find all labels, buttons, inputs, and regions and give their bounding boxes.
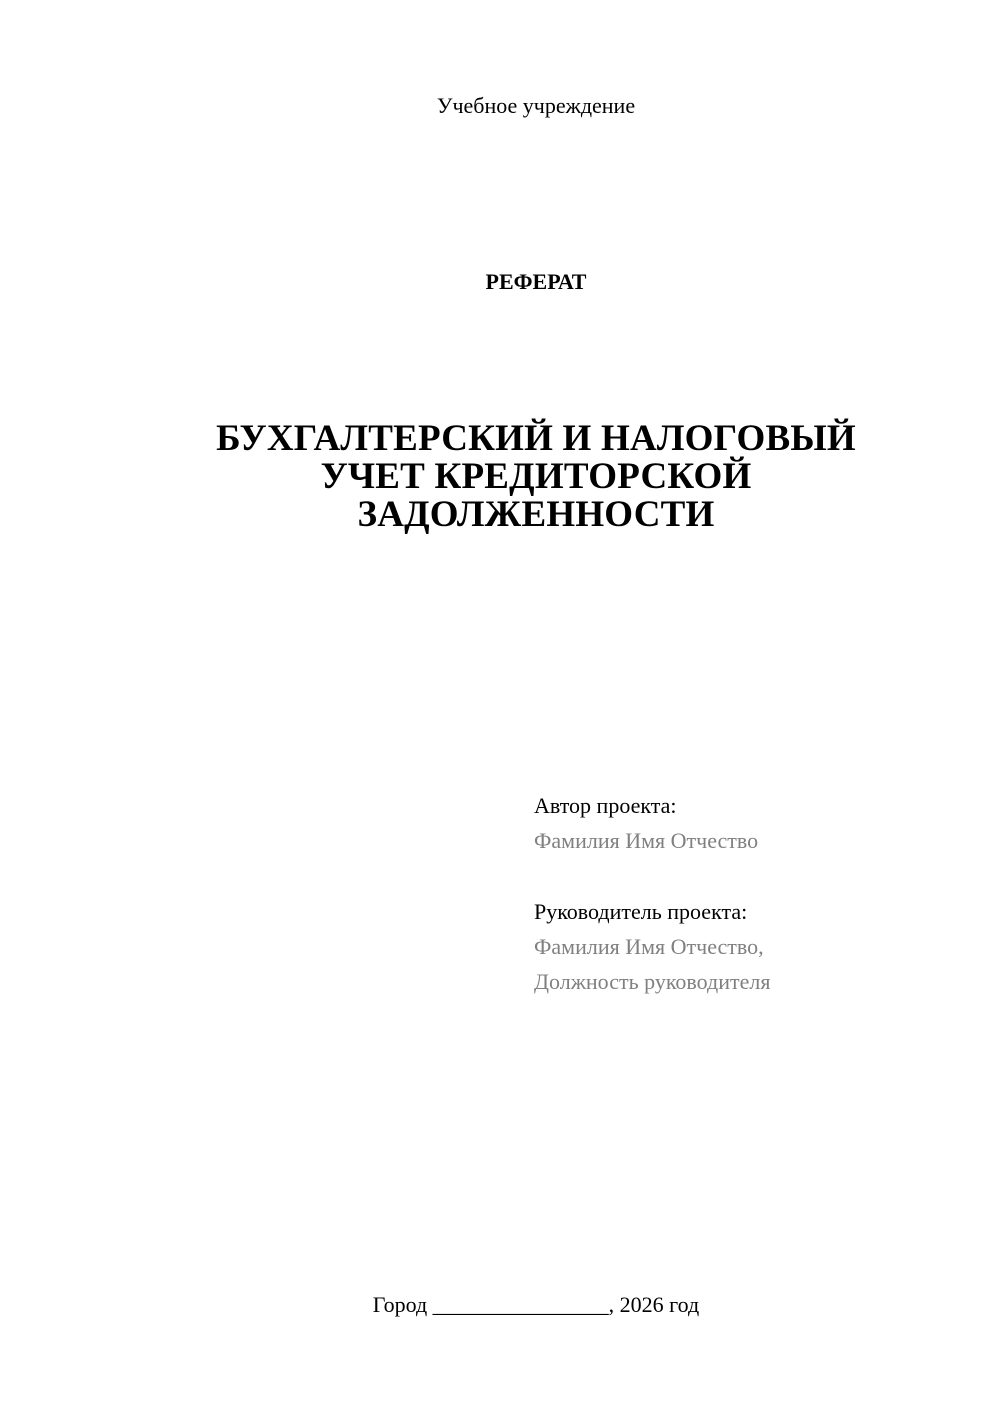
- institution-name: Учебное учреждение: [436, 93, 636, 118]
- city-label: Город: [372, 1292, 428, 1317]
- document-type: РЕФЕРАТ: [485, 269, 587, 294]
- city-year-line: [0, 1291, 1000, 1319]
- supervisor-label: Руководитель проекта:: [534, 899, 748, 924]
- city-blank: ________________: [432, 1292, 609, 1317]
- supervisor-position: Должность руководителя: [534, 969, 771, 994]
- project-people-block: [534, 788, 954, 999]
- author-label: Автор проекта:: [534, 793, 677, 818]
- author-name: Фамилия Имя Отчество: [534, 828, 759, 853]
- title-line-1: БУХГАЛТЕРСКИЙ И НАЛОГОВЫЙ: [216, 418, 856, 459]
- title-line-2: УЧЕТ КРЕДИТОРСКОЙ: [320, 456, 752, 497]
- title-line-3: ЗАДОЛЖЕННОСТИ: [357, 494, 715, 535]
- supervisor-name: Фамилия Имя Отчество,: [534, 934, 764, 959]
- year-text: , 2026 год: [608, 1292, 700, 1317]
- spacer: [534, 858, 954, 894]
- document-title: [180, 420, 892, 534]
